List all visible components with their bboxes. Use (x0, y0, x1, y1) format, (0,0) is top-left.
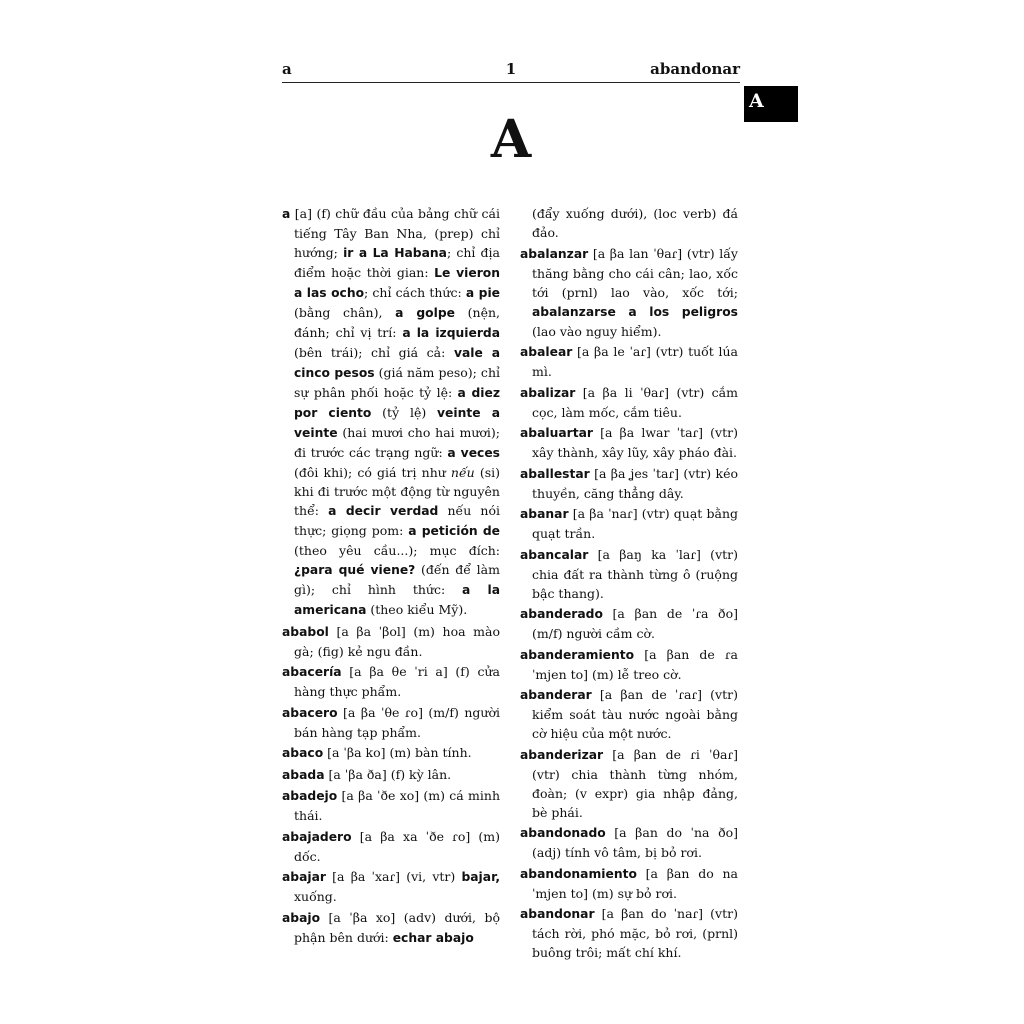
example-phrase: a decir verdad (328, 504, 439, 518)
entry-text: (lao vào nguy hiểm). (532, 323, 662, 339)
entry-headword: abalizar (520, 385, 576, 400)
entry-text: (đến để làm gì); chỉ hình thức: (294, 562, 500, 597)
dictionary-entry (520, 823, 738, 862)
entry-text: [a βa ˈθe ɾo] (m/f) người bán hàng tạp phẩm. (294, 704, 500, 740)
entry-text: (đẩy xuống dưới), (loc verb) đá đảo. (532, 206, 738, 240)
section-letter-heading: A (490, 109, 532, 170)
running-header (282, 58, 740, 83)
example-phrase: ir a La Habana (343, 246, 447, 260)
left-column (282, 204, 500, 949)
dictionary-entry (282, 703, 500, 742)
entry-headword: aballestar (520, 466, 590, 481)
dictionary-entry (520, 204, 738, 242)
dictionary-entry (282, 867, 500, 906)
page-number: 1 (505, 60, 517, 78)
header-last-word: abandonar (650, 60, 740, 78)
dictionary-entry (520, 504, 738, 543)
entry-text: [a βan de ɾi ˈθaɾ] (vtr) chia thành từng nhóm, đoàn; (v expr) gia nhập đảng, bè phái. (532, 746, 738, 820)
example-phrase: echar abajo (392, 930, 474, 945)
entry-headword: a (282, 207, 291, 221)
entry-text: [a βa lwar ˈtaɾ] (vtr) xây thành, xây lũy, xây pháo đài. (532, 425, 738, 460)
dictionary-entry (282, 662, 500, 701)
dictionary-entry (282, 786, 500, 825)
dictionary-entry (282, 204, 500, 620)
entry-text: (hai mươi cho hai mươi); đi trước các trạng ngữ: (294, 425, 500, 460)
entry-text: [a βa ˈðe xo] (m) cá minh thái. (294, 788, 500, 823)
dictionary-entry (282, 743, 500, 763)
entry-text: [a βan do ˈna ðo] (adj) tính vô tâm, bị bỏ rơi. (532, 825, 738, 860)
example-phrase: abalanzarse a los peligros (532, 304, 738, 319)
entry-headword: abajar (282, 870, 326, 884)
entry-headword: abacero (282, 705, 338, 720)
example-phrase: a veces (447, 446, 500, 460)
entry-headword: abanar (520, 507, 569, 521)
entry-text: [a ˈβa xo] (adv) dưới, bộ phận bên dưới: (294, 909, 500, 945)
dictionary-entry (520, 604, 738, 643)
dictionary-entry (520, 864, 738, 903)
entry-text: [a] (f) chữ đầu của bảng chữ cái tiếng Tây Ban Nha, (prep) chỉ hướng; (290, 206, 500, 260)
example-phrase: bajar, (461, 870, 500, 884)
dictionary-entry (520, 244, 738, 341)
dictionary-entry (282, 765, 500, 785)
dictionary-entry (520, 645, 738, 684)
entry-headword: abanderizar (520, 747, 604, 762)
entry-text: [a βan de ɾa ˈmjen to] (m) lễ treo cờ. (532, 646, 738, 682)
entry-text: [a βan do ˈnaɾ] (vtr) tách rời, phó mặc, bỏ rơi, (prnl) buông trôi; mất chí khí. (532, 906, 738, 960)
dictionary-entry (520, 685, 738, 743)
entry-headword: abalanzar (520, 246, 589, 261)
entry-headword: abanderamiento (520, 647, 635, 662)
entry-text: [a βa θe ˈri a] (f) cửa hàng thực phẩm. (294, 664, 500, 699)
entry-headword: abada (282, 767, 325, 782)
example-phrase: a golpe (395, 306, 455, 320)
entry-text: (si) khi đi trước một động từ nguyên thể: (294, 465, 500, 518)
entry-headword: ababol (282, 624, 329, 639)
entry-headword: abandonado (520, 826, 606, 840)
example-phrase: ¿para qué viene? (294, 563, 416, 577)
entry-text: (giá năm peso); chỉ sự phân phối hoặc tỷ lệ: (294, 365, 500, 400)
entry-text: nếu (450, 465, 475, 480)
dictionary-entry (520, 464, 738, 503)
letter-thumb-tab: A (744, 86, 798, 122)
dictionary-entry (520, 745, 738, 822)
dictionary-entry (282, 827, 500, 866)
entry-headword: abajadero (282, 829, 352, 844)
entry-text: (bằng chân), (294, 305, 396, 320)
dictionary-entry (520, 383, 738, 422)
entry-text: [a βan do na ˈmjen to] (m) sự bỏ rơi. (532, 865, 738, 901)
entry-text: [a βa lan ˈθaɾ] (vtr) lấy thăng bằng cho cái cân; lao, xốc tới (prnl) lao vào, xốc tới; (532, 245, 738, 300)
example-phrase: a pie (465, 286, 500, 300)
example-phrase: a la izquierda (402, 326, 500, 340)
entry-text: [a βa ˈxaɾ] (vi, vtr) (325, 869, 462, 884)
entry-headword: abancalar (520, 547, 589, 562)
entry-headword: abaluartar (520, 426, 593, 440)
example-phrase: a la americana (294, 583, 500, 617)
example-phrase: a diez por ciento (294, 386, 500, 420)
entry-headword: abacería (282, 665, 342, 679)
entry-text: ; chỉ địa điểm hoặc thời gian: (294, 245, 500, 280)
entry-text: (theo kiểu Mỹ). (366, 602, 468, 617)
entry-text: [a ˈβa ða] (f) kỳ lân. (324, 766, 452, 782)
entry-text: [a βa ˈβol] (m) hoa mào gà; (fig) kẻ ngu đần. (294, 623, 500, 659)
right-column (520, 204, 738, 964)
entry-headword: abajo (282, 910, 321, 925)
entry-headword: abalear (520, 345, 573, 359)
entry-text: [a βa ʝes ˈtaɾ] (vtr) kéo thuyền, căng thẳng dây. (532, 465, 738, 501)
entry-headword: abanderar (520, 688, 592, 702)
entry-headword: abanderado (520, 607, 603, 621)
dictionary-entry (520, 423, 738, 462)
entry-text: nếu nói thực; giọng pom: (294, 503, 501, 538)
example-phrase: Le vieron a las ocho (294, 266, 501, 300)
entry-text: [a βa ˈnaɾ] (vtr) quạt bằng quạt trần. (532, 506, 738, 541)
entry-text: (theo yêu cầu...); mục đích: (294, 543, 500, 558)
dictionary-entry (520, 342, 738, 381)
entry-text: (nện, đánh; chỉ vị trí: (294, 305, 500, 340)
entry-text: [a βaŋ ka ˈlaɾ] (vtr) chia đất ra thành từng ô (ruộng bậc thang). (532, 546, 738, 601)
header-first-word: a (282, 60, 292, 78)
entry-headword: abandonar (520, 907, 595, 921)
entry-text: [a βa le ˈaɾ] (vtr) tuốt lúa mì. (532, 344, 738, 379)
dictionary-entry (520, 904, 738, 962)
dictionary-entry (520, 545, 738, 603)
entry-text: (bên trái); chỉ giá cả: (294, 345, 454, 360)
example-phrase: veinte a veinte (294, 406, 500, 440)
entry-text: ; chỉ cách thức: (364, 285, 466, 300)
entry-headword: abandonamiento (520, 866, 637, 881)
entry-text: [a βan de ˈɾa ðo] (m/f) người cầm cờ. (532, 606, 738, 641)
entry-headword: abadejo (282, 789, 338, 803)
entry-text: [a βa xa ˈðe ɾo] (m) dốc. (294, 828, 500, 864)
dictionary-entry (282, 622, 500, 661)
example-phrase: vale a cinco pesos (294, 346, 500, 380)
dictionary-entry (282, 908, 500, 948)
entry-text: xuống. (294, 889, 337, 904)
entry-text: (đôi khi); có giá trị như (294, 465, 451, 480)
entry-text: [a βan de ˈɾaɾ] (vtr) kiểm soát tàu nước ngoài bằng cờ hiệu của một nước. (532, 687, 738, 741)
entry-text: [a ˈβa ko] (m) bàn tính. (323, 745, 472, 760)
entry-headword: abaco (282, 746, 324, 760)
example-phrase: a petición de (408, 524, 500, 538)
entry-text: (tỷ lệ) (371, 405, 438, 420)
entry-text: [a βa li ˈθaɾ] (vtr) cắm cọc, làm mốc, cắm tiêu. (532, 384, 738, 420)
